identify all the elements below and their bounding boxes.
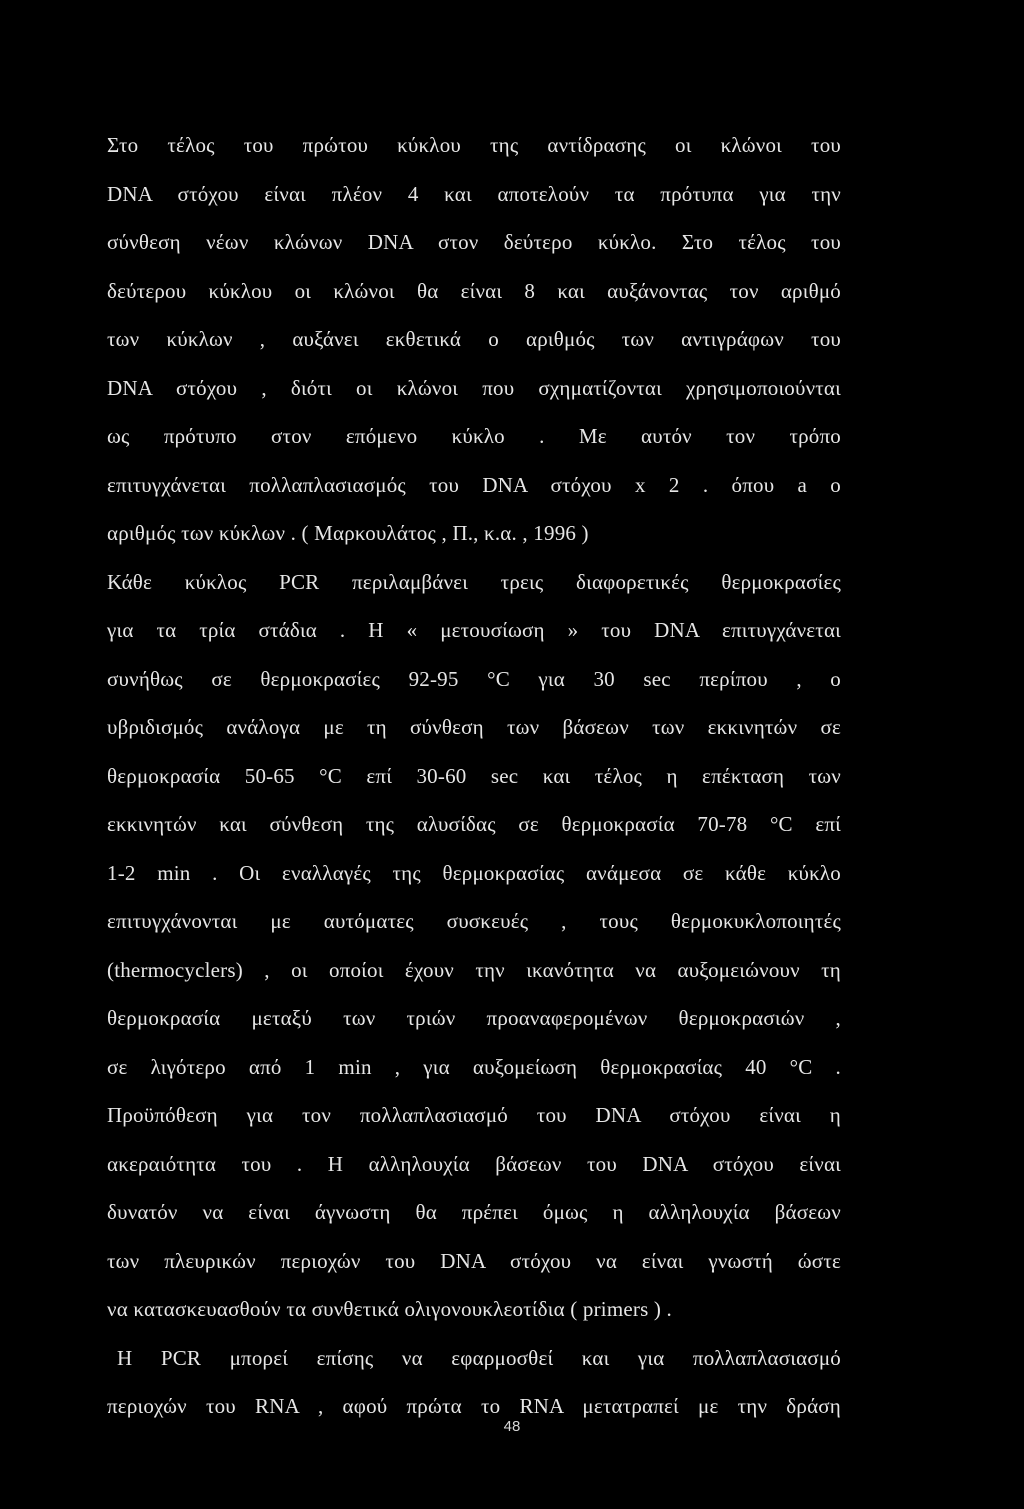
text-line: των κύκλων , αυξάνει εκθετικά ο αριθμός των αντιγράφων του <box>107 327 841 351</box>
text-line: Η PCR μπορεί επίσης να εφαρμοσθεί και για πολλαπλασιασμό <box>117 1346 841 1370</box>
text-line: υβριδισμός ανάλογα με τη σύνθεση των βάσεων των εκκινητών σε <box>107 715 841 739</box>
text-line: περιοχών του RNA , αφού πρώτα το RNA μετατραπεί με την δράση <box>107 1394 841 1418</box>
text-line: συνήθως σε θερμοκρασίες 92-95 °C για 30 sec περίπου , ο <box>107 667 841 691</box>
text-line: επιτυγχάνεται πολλαπλασιασμός του DNA στόχου x 2 . όπου a ο <box>107 473 841 497</box>
text-line: σύνθεση νέων κλώνων DNA στον δεύτερο κύκλο. Στο τέλος του <box>107 230 841 254</box>
text-line: των πλευρικών περιοχών του DNA στόχου να είναι γνωστή ώστε <box>107 1249 841 1273</box>
text-line: Στο τέλος του πρώτου κύκλου της αντίδρασης οι κλώνοι του <box>107 133 841 157</box>
text-line: DNA στόχου , διότι οι κλώνοι που σχηματίζονται χρησιμοποιούνται <box>107 376 841 400</box>
text-line: σε λιγότερο από 1 min , για αυξομείωση θερμοκρασίας 40 °C . <box>107 1055 841 1079</box>
text-line: (thermocyclers) , οι οποίοι έχουν την ικανότητα να αυξομειώνουν τη <box>107 958 841 982</box>
text-line: αριθμός των κύκλων . ( Μαρκουλάτος , Π., κ.α. , 1996 ) <box>107 521 589 545</box>
text-line: θερμοκρασία 50-65 °C επί 30-60 sec και τέλος η επέκταση των <box>107 764 841 788</box>
text-line: Προϋπόθεση για τον πολλαπλασιασμό του DNA στόχου είναι η <box>107 1103 841 1127</box>
text-line: DNA στόχου είναι πλέον 4 και αποτελούν τα πρότυπα για την <box>107 182 841 206</box>
text-line: ακεραιότητα του . Η αλληλουχία βάσεων του DNA στόχου είναι <box>107 1152 841 1176</box>
text-line: επιτυγχάνονται με αυτόματες συσκευές , τους θερμοκυκλοποιητές <box>107 909 841 933</box>
text-line: δεύτερου κύκλου οι κλώνοι θα είναι 8 και αυξάνοντας τον αριθμό <box>107 279 841 303</box>
text-line: θερμοκρασία μεταξύ των τριών προαναφερομένων θερμοκρασιών , <box>107 1006 841 1030</box>
page-number: 48 <box>503 1418 521 1435</box>
text-line: να κατασκευασθούν τα συνθετικά ολιγονουκλεοτίδια ( primers ) . <box>107 1297 673 1321</box>
text-line: 1-2 min . Οι εναλλαγές της θερμοκρασίας ανάμεσα σε κάθε κύκλο <box>107 861 841 885</box>
text-line: ως πρότυπο στον επόμενο κύκλο . Με αυτόν τον τρόπο <box>107 424 841 448</box>
text-line: Κάθε κύκλος PCR περιλαμβάνει τρεις διαφορετικές θερμοκρασίες <box>107 570 841 594</box>
text-line: για τα τρία στάδια . Η « μετουσίωση » του DNA επιτυγχάνεται <box>107 618 841 642</box>
text-line: εκκινητών και σύνθεση της αλυσίδας σε θερμοκρασία 70-78 °C επί <box>107 812 841 836</box>
text-line: δυνατόν να είναι άγνωστη θα πρέπει όμως η αλληλουχία βάσεων <box>107 1200 841 1224</box>
